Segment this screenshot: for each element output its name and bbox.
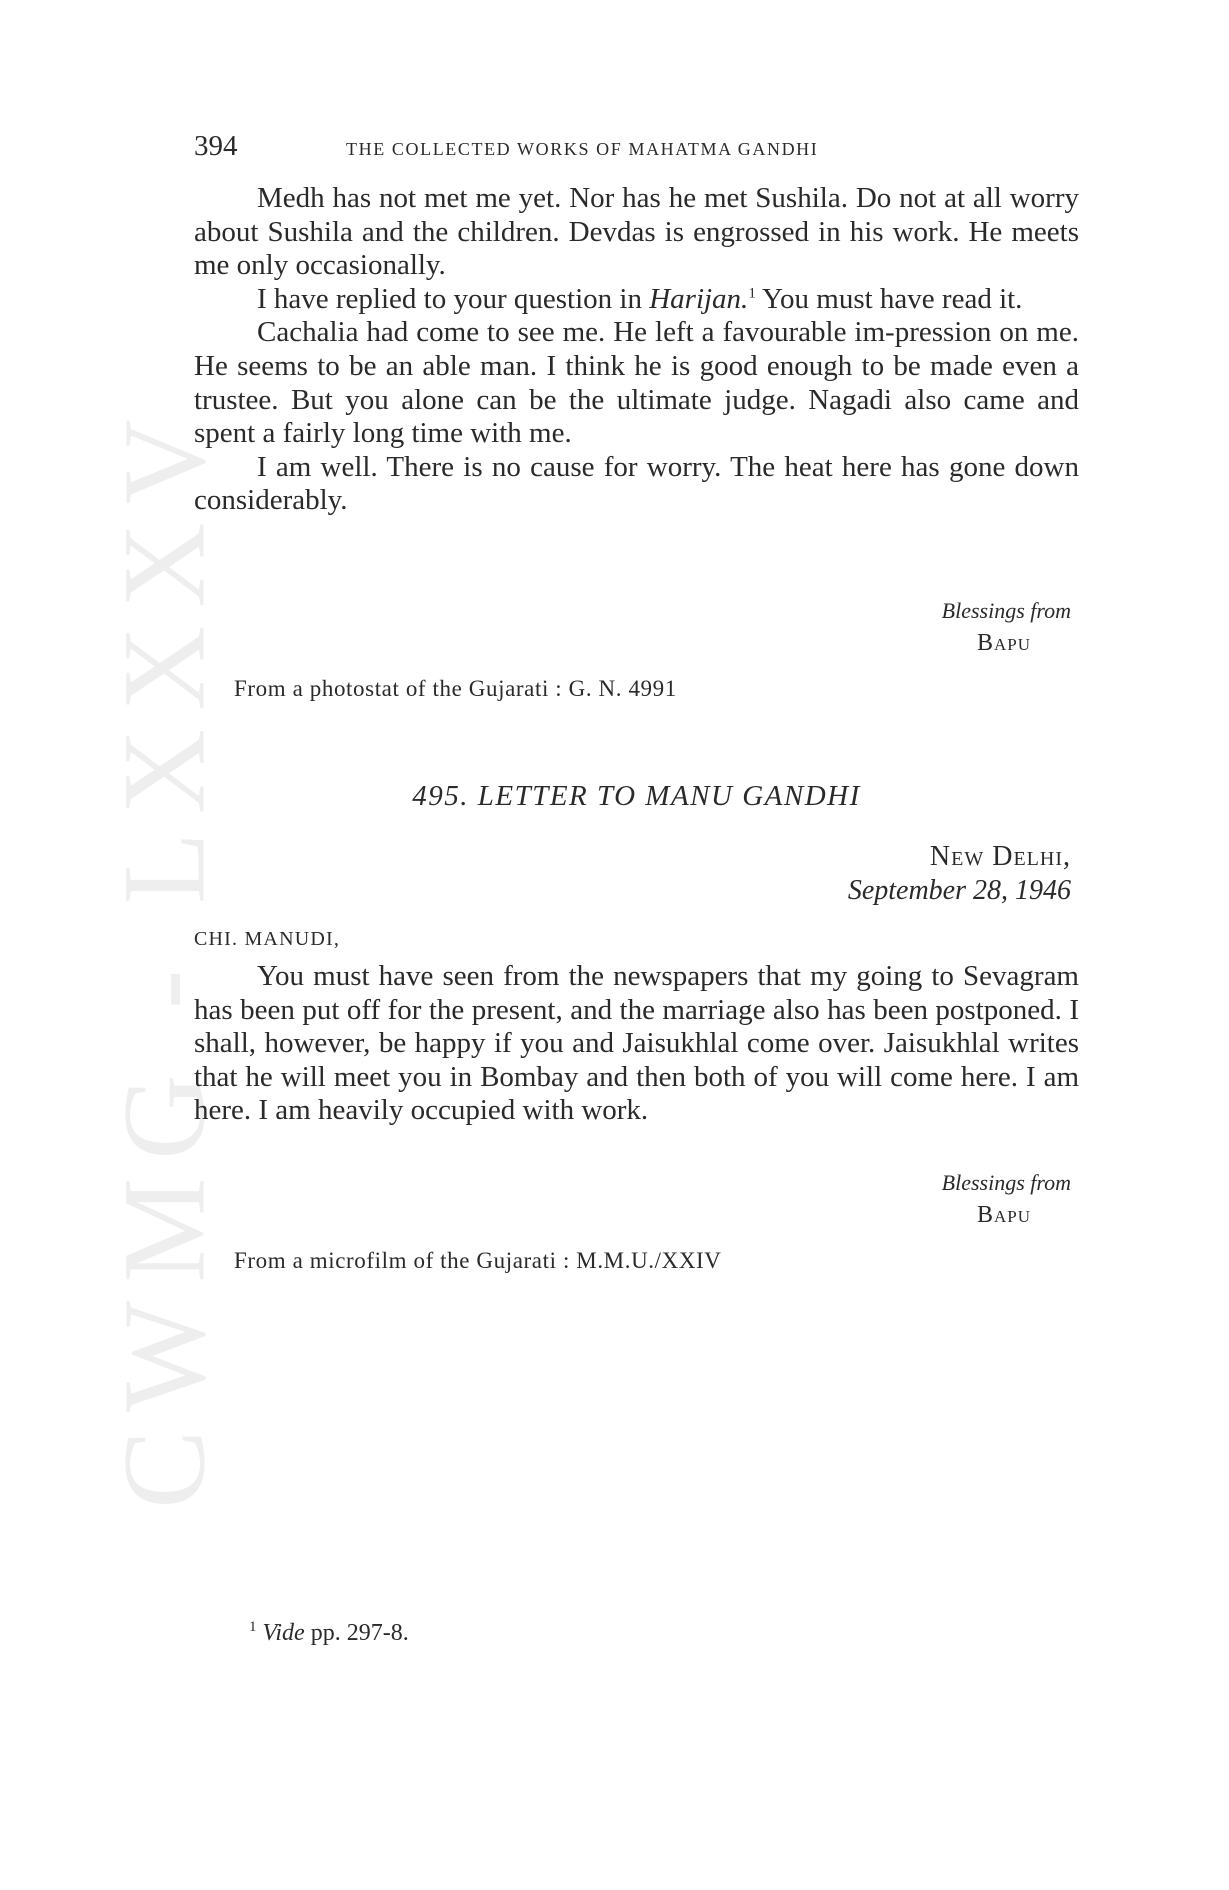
letter2-source: From a microfilm of the Gujarati : M.M.U./XXIV: [234, 1248, 722, 1273]
running-head: THE COLLECTED WORKS OF MAHATMA GANDHI: [346, 139, 819, 159]
letter1-signature: Bapu: [976, 630, 1031, 656]
letter-title: 495. LETTER TO MANU GANDHI: [412, 780, 861, 812]
footnote-marker-ref: 1: [748, 285, 756, 302]
letter1-paragraph-2: [194, 283, 1079, 317]
letter2-body: [194, 960, 1079, 1128]
letter1-paragraph-4: I am well. There is no cause for worry. The heat here has gone down considerably.: [194, 450, 1079, 517]
harijan-title: Harijan.: [649, 282, 749, 315]
letter1-paragraph-2-before: I have replied to your question in: [257, 282, 650, 315]
watermark-text: CWMG - LXXXV: [99, 401, 231, 1509]
letter2-place: New Delhi,: [929, 841, 1071, 872]
place-date: [848, 840, 1071, 908]
watermark: [99, 380, 231, 1530]
page-number: 394: [194, 130, 238, 162]
letter2-date: September 28, 1946: [847, 875, 1071, 906]
letter2-signoff: [942, 1168, 1071, 1232]
letter2-signature: Bapu: [976, 1202, 1031, 1228]
letter2-salutation: CHI. MANUDI,: [194, 928, 341, 950]
footnote: [249, 1620, 409, 1647]
footnote-marker: 1: [249, 1619, 257, 1635]
letter1-blessing: Blessings from: [941, 598, 1071, 623]
letter1-paragraph-2-after: You must have read it.: [755, 282, 1023, 315]
letter1-signoff: [942, 596, 1071, 660]
letter1-body: [194, 182, 1079, 518]
letter1-source: From a photostat of the Gujarati : G. N. 4991: [234, 676, 677, 701]
page-header: [194, 130, 1079, 166]
footnote-text: pp. 297-8.: [304, 1620, 409, 1646]
footnote-vide: Vide: [262, 1620, 305, 1646]
letter2-paragraph-1: You must have seen from the newspapers that my going to Sevagram has been put off for the present, and the marriage also has been postponed. I shall, however, be happy if you and Jaisukhlal come over. Jaisukhlal writes that he will meet you in Bombay and then both of you will come here. I am here. I am heavily occupied with work.: [194, 960, 1079, 1127]
letter1-paragraph-3: Cachalia had come to see me. He left a favourable im-pression on me. He seems to be an able man. I think he is good enough to be made even a trustee. But you alone can be the ultimate judge. Nagadi also came and spent a fairly long time with me.: [194, 316, 1079, 450]
letter1-paragraph-1: Medh has not met me yet. Nor has he met Sushila. Do not at all worry about Sushila and the children. Devdas is engrossed in his work. He meets me only occasionally.: [194, 182, 1079, 282]
letter2-blessing: Blessings from: [941, 1170, 1071, 1195]
